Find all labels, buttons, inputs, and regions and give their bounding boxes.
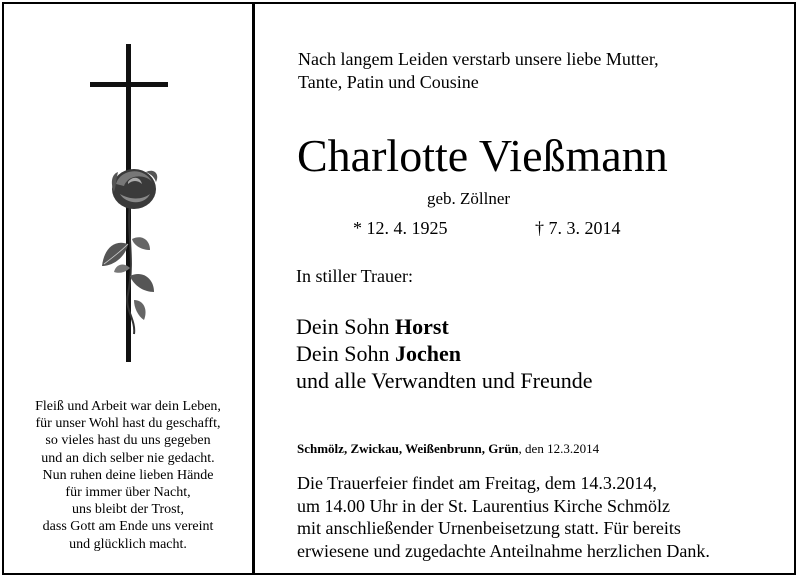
maiden-name: geb. Zöllner <box>427 189 511 208</box>
family-relation: Dein Sohn <box>296 341 395 366</box>
mourning-line: In stiller Trauer: <box>296 266 413 286</box>
poem-line: und glücklich macht. <box>69 536 187 552</box>
poem-line: und an dich selber nie gedacht. <box>41 450 215 466</box>
poem-line: für immer über Nacht, <box>65 485 191 501</box>
death-date: † 7. 3. 2014 <box>535 218 621 238</box>
funeral-line: um 14.00 Uhr in der St. Laurentius Kirche Schmölz <box>297 495 670 516</box>
family-member <box>296 313 593 340</box>
family-rest: und alle Verwandten und Freunde <box>296 368 593 393</box>
places: Schmölz, Zwickau, Weißenbrunn, Grün <box>297 441 519 456</box>
intro-line: Nach langem Leiden verstarb unsere liebe Mutter, <box>298 49 659 69</box>
left-column <box>4 4 252 573</box>
poem-line: uns bleibt der Trost, <box>71 502 184 518</box>
family-list <box>296 313 593 394</box>
poem-line: dass Gott am Ende uns vereint <box>42 519 214 535</box>
funeral-line: Die Trauerfeier findet am Freitag, dem 14.3.2014, <box>297 473 657 493</box>
poem-line: so vieles hast du uns gegeben <box>45 433 211 449</box>
intro-text <box>298 48 659 94</box>
poem <box>4 398 252 553</box>
family-name: Horst <box>395 314 449 339</box>
intro-line: Tante, Patin und Cousine <box>298 72 479 92</box>
poem-line: Nun ruhen deine lieben Hände <box>42 467 214 483</box>
family-relation: Dein Sohn <box>296 314 395 339</box>
funeral-info <box>297 472 710 562</box>
notice-date: , den 12.3.2014 <box>518 441 600 456</box>
funeral-line: erwiesene und zugedachte Anteilnahme herzlichen Dank. <box>297 540 710 561</box>
funeral-line: mit anschließender Urnenbeisetzung statt. Für bereits <box>297 518 681 538</box>
family-member <box>296 340 593 367</box>
family-name: Jochen <box>395 341 461 366</box>
poem-line: für unser Wohl hast du geschafft, <box>35 416 221 432</box>
birth-date: * 12. 4. 1925 <box>353 218 448 238</box>
deceased-name: Charlotte Vießmann <box>297 130 668 181</box>
right-column <box>255 4 793 573</box>
place-date-line <box>297 441 599 457</box>
poem-line: Fleiß und Arbeit war dein Leben, <box>35 399 221 414</box>
cross-with-rose-icon <box>84 44 184 364</box>
